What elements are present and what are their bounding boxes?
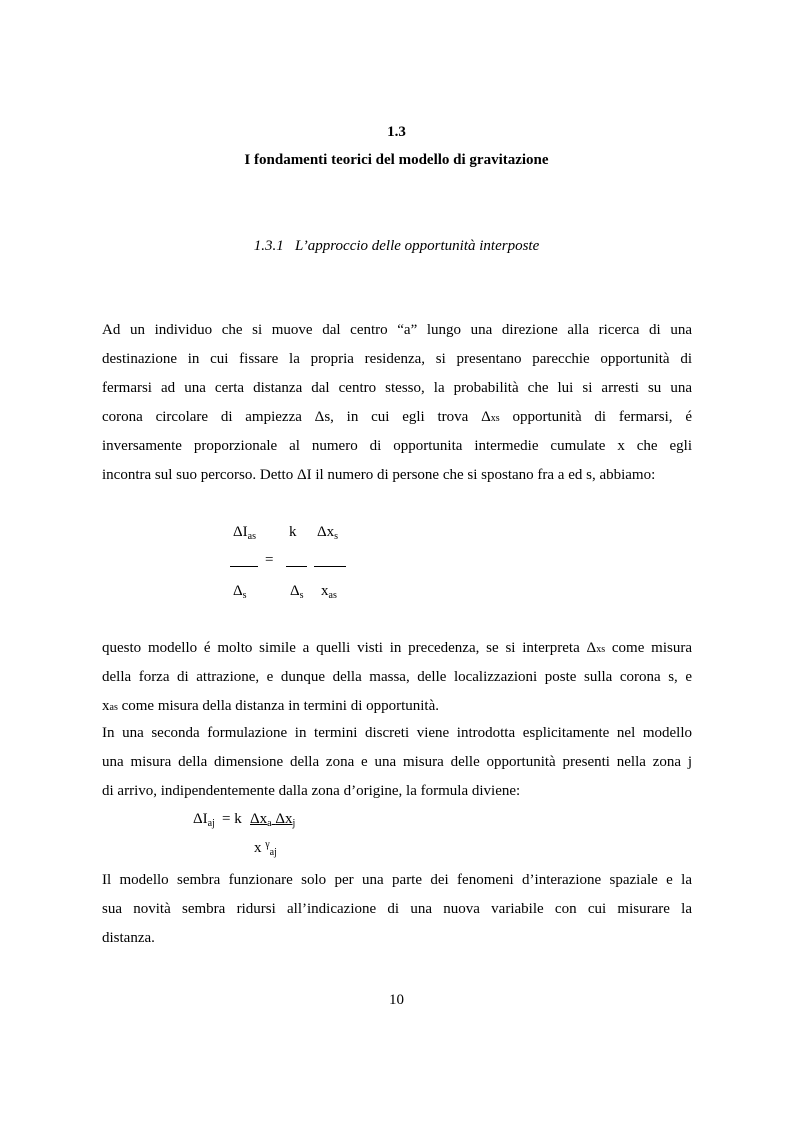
text-line: sua novità sembra ridursi all’indicazione di una nuova variabile con cui misurare la <box>102 901 692 917</box>
paragraph-interpretation <box>102 634 692 721</box>
eq1-fraction-bar-3 <box>314 566 346 567</box>
text-line: corona circolare di ampiezza Δs, in cui egli trova Δxs opportunità di fermarsi, é <box>102 409 692 425</box>
text-line: una misura della dimensione della zona e una misura delle opportunità presenti nella zona j <box>102 754 692 770</box>
text-line: Il modello sembra funzionare solo per una parte dei fenomeni d’interazione spaziale e la <box>102 872 692 888</box>
eq1-numerator-k: k <box>289 524 297 540</box>
subsection-title: 1.3.1 L’approccio delle opportunità interposte <box>253 238 540 254</box>
eq2-denominator: x $^\gamma_{aj}$ <box>254 839 277 858</box>
text-line: Ad un individuo che si muove dal centro “a” lungo una direzione alla ricerca di una <box>102 322 692 338</box>
paragraph-conclusion <box>102 866 692 953</box>
text-line: xas come misura della distanza in termini di opportunità. <box>102 698 440 714</box>
eq1-numerator-delta-x: $\Delta x_s$ <box>317 524 339 542</box>
eq1-fraction-bar-2 <box>286 566 307 567</box>
page-number: 10 <box>389 992 404 1008</box>
text-line: inversamente proporzionale al numero di opportunita intermedie cumulate x che egli <box>102 438 692 454</box>
eq2-numerator: $\Delta x_a$ $\Delta x_j$ <box>250 811 296 829</box>
eq1-denominator-delta-s: $\Delta_s$ <box>233 583 247 601</box>
paragraph-intervening-opportunities <box>102 316 692 490</box>
text-line: della forza di attrazione, e dunque della massa, delle localizzazioni poste sulla corona s, e <box>102 669 692 685</box>
paragraph-discrete-formulation <box>102 719 692 806</box>
eq1-denominator-x-as: $x_{as}$ <box>321 583 337 601</box>
eq1-equals-sign: = <box>265 552 274 568</box>
text-line: incontra sul suo percorso. Detto ΔI il numero di persone che si spostano fra a ed s, abbiamo: <box>102 467 656 483</box>
text-line: questo modello é molto simile a quelli visti in precedenza, se si interpreta Δxs come misura <box>102 640 693 656</box>
section-title: I fondamenti teorici del modello di gravitazione <box>244 152 549 168</box>
eq1-denominator-delta-s-2: $\Delta_s$ <box>290 583 304 601</box>
section-number: 1.3 <box>387 124 406 140</box>
eq2-equals-k: = k <box>222 811 242 827</box>
text-line: di arrivo, indipendentemente dalla zona d’origine, la formula diviene: <box>102 783 521 799</box>
eq1-fraction-bar-1 <box>230 566 258 567</box>
text-line: In una seconda formulazione in termini discreti viene introdotta esplicitamente nel modello <box>102 725 692 741</box>
text-line: destinazione in cui fissare la propria residenza, si presentano parecchie opportunità di <box>102 351 692 367</box>
text-line: fermarsi ad una certa distanza dal centro stesso, la probabilità che lui si arresti su una <box>102 380 692 396</box>
eq1-numerator-delta-i: $\Delta I_{as}$ <box>233 524 256 542</box>
text-line: distanza. <box>102 930 155 946</box>
eq2-lhs: $\Delta I_{aj}$ <box>193 811 215 829</box>
